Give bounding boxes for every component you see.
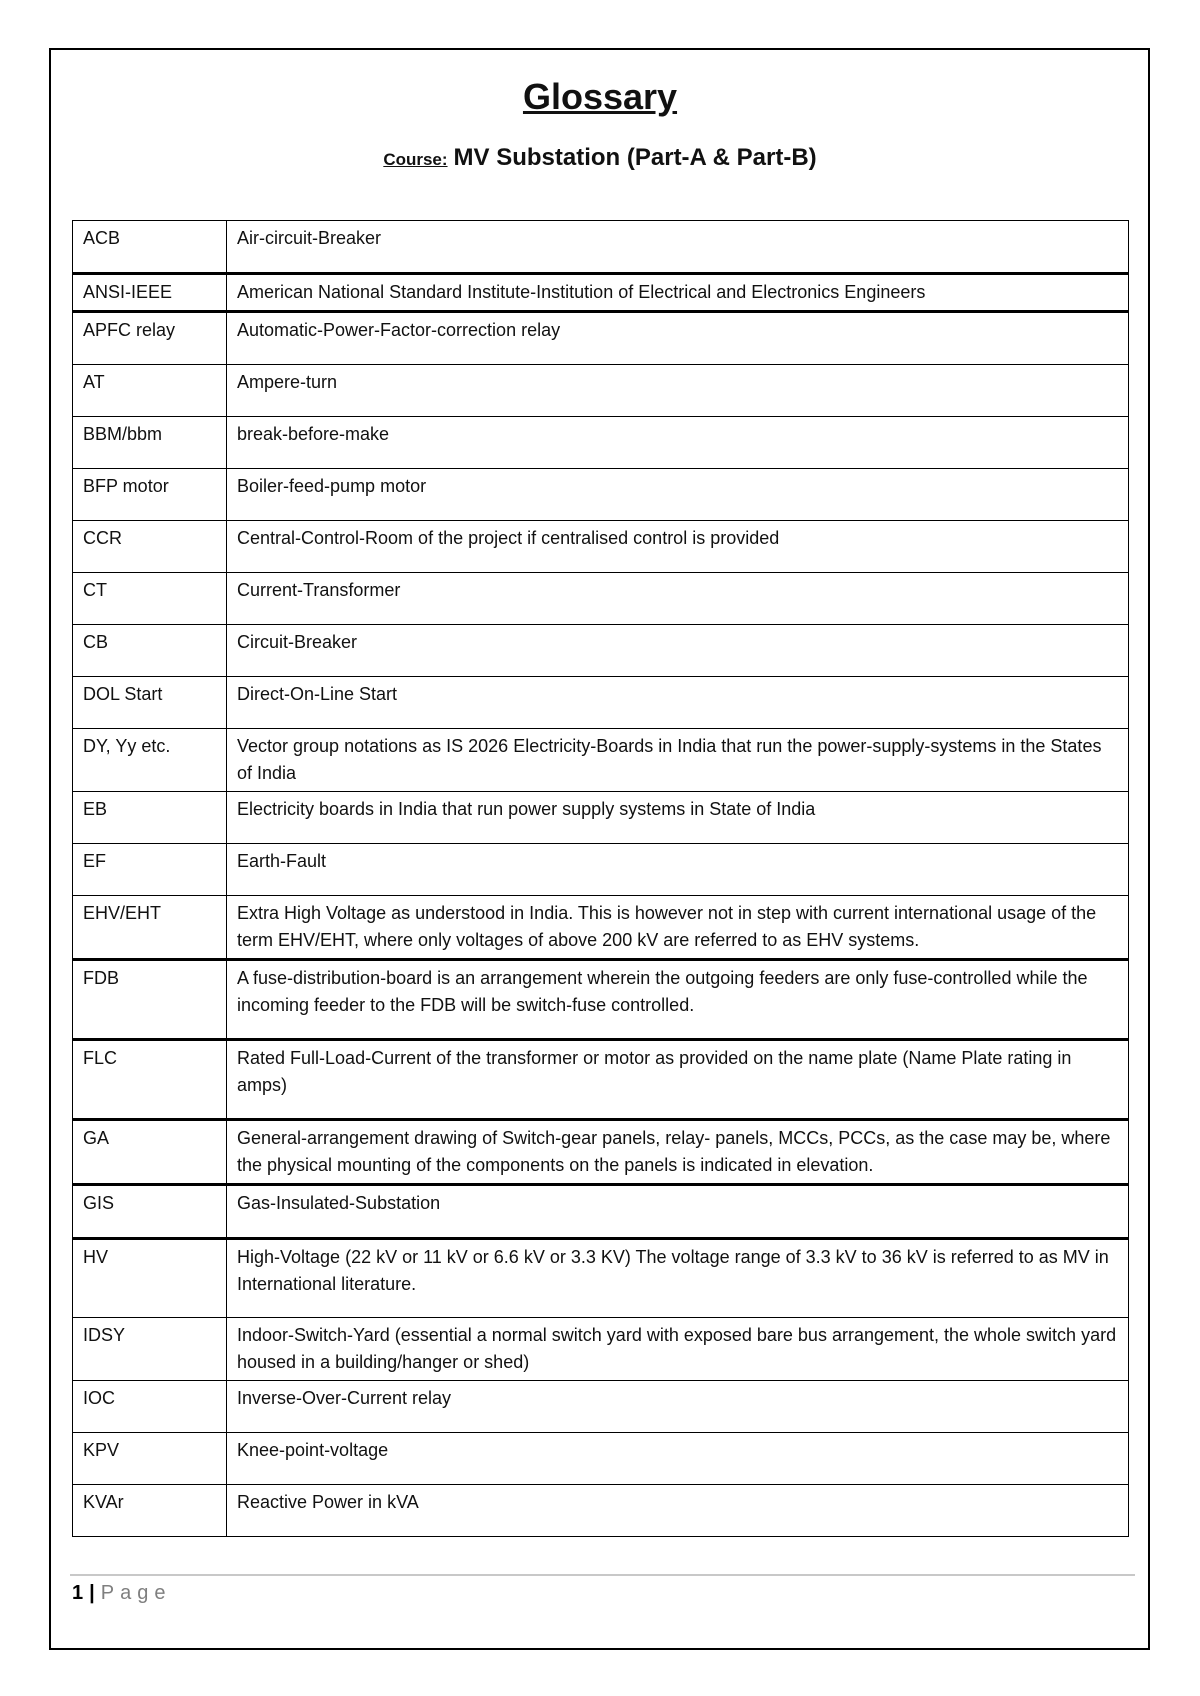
glossary-definition: Circuit-Breaker <box>227 625 1129 677</box>
glossary-row <box>73 1381 1129 1433</box>
glossary-definition: Ampere-turn <box>227 365 1129 417</box>
glossary-term: CT <box>73 573 227 625</box>
glossary-row <box>73 729 1129 792</box>
document-title: Glossary <box>522 76 678 117</box>
glossary-definition: break-before-make <box>227 417 1129 469</box>
page-word: Page <box>100 1582 172 1604</box>
glossary-definition: Electricity boards in India that run power supply systems in State of India <box>227 792 1129 844</box>
glossary-definition: Indoor-Switch-Yard (essential a normal switch yard with exposed bare bus arrangement, the whole switch yard housed in a building/hanger or shed) <box>227 1318 1129 1381</box>
glossary-term: BFP motor <box>73 469 227 521</box>
glossary-term: HV <box>73 1239 227 1318</box>
glossary-row <box>73 960 1129 1040</box>
glossary-row <box>73 1120 1129 1185</box>
glossary-term: EB <box>73 792 227 844</box>
glossary-body <box>73 221 1129 1537</box>
glossary-definition: Inverse-Over-Current relay <box>227 1381 1129 1433</box>
glossary-definition: Vector group notations as IS 2026 Electricity-Boards in India that run the power-supply-systems in the States of India <box>227 729 1129 792</box>
glossary-definition: Gas-Insulated-Substation <box>227 1185 1129 1239</box>
glossary-row <box>73 573 1129 625</box>
glossary-definition: Current-Transformer <box>227 573 1129 625</box>
glossary-row <box>73 1040 1129 1120</box>
glossary-term: FDB <box>73 960 227 1040</box>
glossary-row <box>73 1433 1129 1485</box>
glossary-row <box>73 1185 1129 1239</box>
glossary-term: BBM/bbm <box>73 417 227 469</box>
glossary-term: APFC relay <box>73 312 227 365</box>
glossary-term: GA <box>73 1120 227 1185</box>
glossary-row <box>73 365 1129 417</box>
glossary-row <box>73 625 1129 677</box>
page-footer <box>72 1582 171 1605</box>
glossary-row <box>73 274 1129 312</box>
glossary-term: AT <box>73 365 227 417</box>
glossary-term: ACB <box>73 221 227 274</box>
glossary-definition: Central-Control-Room of the project if centralised control is provided <box>227 521 1129 573</box>
glossary-definition: A fuse-distribution-board is an arrangement wherein the outgoing feeders are only fuse-controlled while the incoming feeder to the FDB will be switch-fuse controlled. <box>227 960 1129 1040</box>
glossary-definition: Extra High Voltage as understood in India. This is however not in step with current international usage of the term EHV/EHT, where only voltages of above 200 kV are referred to as EHV systems. <box>227 896 1129 960</box>
glossary-term: FLC <box>73 1040 227 1120</box>
footer-divider <box>70 1574 1135 1576</box>
glossary-definition: American National Standard Institute-Institution of Electrical and Electronics Engineers <box>227 274 1129 312</box>
glossary-term: EHV/EHT <box>73 896 227 960</box>
glossary-row <box>73 792 1129 844</box>
glossary-row <box>73 1318 1129 1381</box>
glossary-term: KVAr <box>73 1485 227 1537</box>
glossary-table <box>72 220 1129 1537</box>
glossary-row <box>73 521 1129 573</box>
glossary-term: EF <box>73 844 227 896</box>
glossary-term: DOL Start <box>73 677 227 729</box>
glossary-row <box>73 677 1129 729</box>
glossary-term: DY, Yy etc. <box>73 729 227 792</box>
glossary-term: IDSY <box>73 1318 227 1381</box>
course-name: MV Substation (Part-A & Part-B) <box>453 144 817 171</box>
glossary-term: KPV <box>73 1433 227 1485</box>
glossary-term: GIS <box>73 1185 227 1239</box>
glossary-definition: High-Voltage (22 kV or 11 kV or 6.6 kV or 3.3 KV) The voltage range of 3.3 kV to 36 kV is referred to as MV in International literature. <box>227 1239 1129 1318</box>
glossary-definition: General-arrangement drawing of Switch-gear panels, relay- panels, MCCs, PCCs, as the case may be, where the physical mounting of the components on the panels is indicated in elevation. <box>227 1120 1129 1185</box>
glossary-term: CCR <box>73 521 227 573</box>
page-separator: | <box>89 1582 95 1604</box>
glossary-row <box>73 1239 1129 1318</box>
glossary-row <box>73 1485 1129 1537</box>
glossary-row <box>73 896 1129 960</box>
glossary-term: IOC <box>73 1381 227 1433</box>
glossary-definition: Air-circuit-Breaker <box>227 221 1129 274</box>
course-subtitle <box>0 144 1200 172</box>
page-number: 1 <box>72 1582 84 1604</box>
glossary-definition: Automatic-Power-Factor-correction relay <box>227 312 1129 365</box>
glossary-term: ANSI-IEEE <box>73 274 227 312</box>
glossary-definition: Earth-Fault <box>227 844 1129 896</box>
glossary-definition: Knee-point-voltage <box>227 1433 1129 1485</box>
glossary-definition: Rated Full-Load-Current of the transformer or motor as provided on the name plate (Name Plate rating in amps) <box>227 1040 1129 1120</box>
glossary-row <box>73 844 1129 896</box>
glossary-definition: Boiler-feed-pump motor <box>227 469 1129 521</box>
glossary-term: CB <box>73 625 227 677</box>
glossary-row <box>73 469 1129 521</box>
course-label: Course: <box>383 150 448 169</box>
glossary-definition: Direct-On-Line Start <box>227 677 1129 729</box>
glossary-row <box>73 312 1129 365</box>
glossary-row <box>73 417 1129 469</box>
glossary-definition: Reactive Power in kVA <box>227 1485 1129 1537</box>
glossary-row <box>73 221 1129 274</box>
